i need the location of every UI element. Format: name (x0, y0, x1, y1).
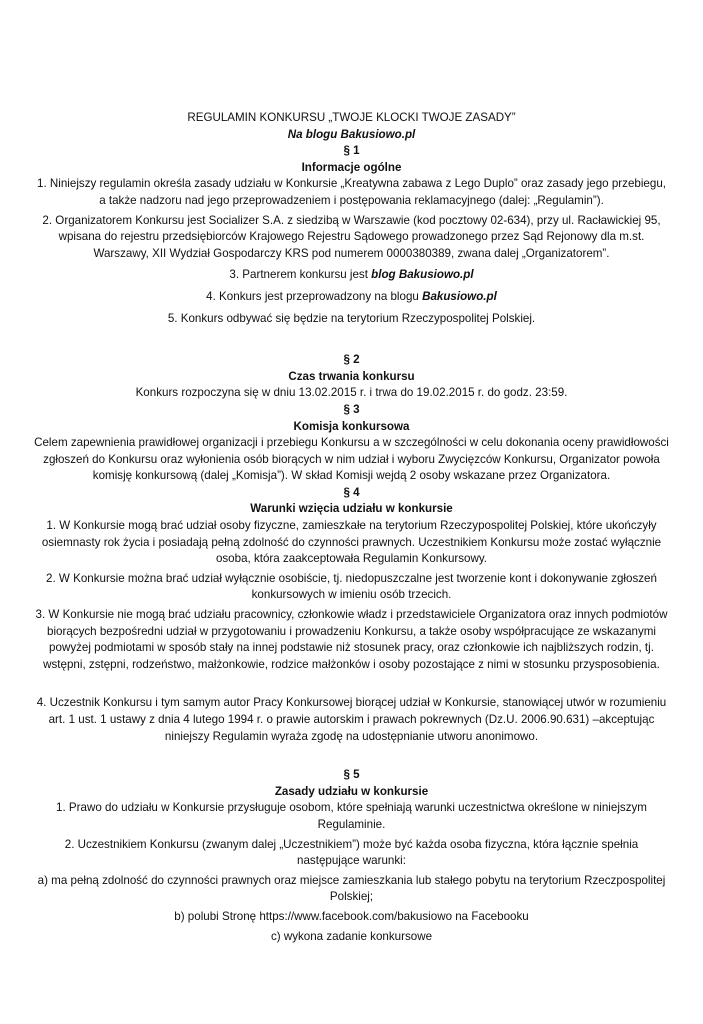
section-3-paragraph-1: Celem zapewnienia prawidłowej organizacji i przebiegu Konkursu a w szczególności w celu dokonania oceny prawidłowości zgłoszeń do Konkursu oraz wyłonienia osób biorących w nim udział i wyboru Zwycięzców Konkursu, Organizator powoła komisję konkursową (dalej „Komisja”). W skład Komisji wejdą 2 osoby wskazane przez Organizatora. (34, 436, 669, 483)
section-1-paragraph-3 (34, 267, 669, 284)
section-5-item-a: a) ma pełną zdolność do czynności prawnych oraz miejsce zamieszkania lub stałego pobytu na terytorium Rzeczpospolitej Polskiej; (37, 873, 666, 904)
section-3-heading: Komisja konkursowa (293, 419, 410, 433)
section-4-paragraph-2: 2. W Konkursie można brać udział wyłącznie osobiście, tj. niedopuszczalne jest tworzenie kont i dokonywanie zgłoszeń konkursowych w imieniu osób trzecich. (46, 571, 657, 602)
section-1-paragraph-3-text: 3. Partnerem konkursu jest (229, 268, 372, 282)
section-2-number: § 2 (343, 353, 360, 367)
section-5-number: § 5 (343, 768, 360, 782)
section-1-paragraph-4-text: 4. Konkurs jest przeprowadzony na blogu (206, 289, 423, 303)
section-2-paragraph-1: Konkurs rozpoczyna się w dniu 13.02.2015 r. i trwa do 19.02.2015 r. do godz. 23:59. (135, 386, 568, 400)
section-1-paragraph-2: 2. Organizatorem Konkursu jest Socializer S.A. z siedzibą w Warszawie (kod pocztowy 02-634), przy ul. Racławickiej 95, wpisana do rejestru przedsiębiorców Krajowego Rejestru Sądowego prowadzonego przez Sąd Rejonowy dla m.st. Warszawy, XII Wydział Gospodarczy KRS pod numerem 0000380389, zwana dalej „Organizatorem”. (42, 213, 661, 260)
section-1-number: § 1 (343, 144, 360, 158)
section-3-number: § 3 (343, 402, 360, 416)
section-4-number: § 4 (343, 485, 360, 499)
section-2-heading: Czas trwania konkursu (288, 369, 415, 383)
section-4-paragraph-3: 3. W Konkursie nie mogą brać udziału pracownicy, członkowie władz i przedstawiciele Organizatora oraz innych podmiotów biorących bezpośredni udział w przygotowaniu i prowadzeniu Konkursu, a także osoby współpracujące ze wskazanymi powyżej podmiotami w sposób stały na innej podstawie niż stosunek pracy, oraz członkowie ich najbliższych rodzin, tj. wstępni, zstępni, rodzeństwo, małżonkowie, rodzice małżonków i osoby pozostające z nimi w stosunku przysposobienia. (35, 608, 668, 671)
section-4-paragraph-4: 4. Uczestnik Konkursu i tym samym autor Pracy Konkursowej biorącej udział w Konkursie, stanowiącej utwór w rozumieniu art. 1 ust. 1 ustawy z dnia 4 lutego 1994 r. o prawie autorskim i prawach pokrewnych (Dz.U. 2006.90.631) –akceptując niniejszy Regulamin wyraża zgodę na udostępnianie utworu anonimowo. (36, 696, 667, 743)
document-subtitle: Na blogu Bakusiowo.pl (287, 127, 416, 141)
section-4-paragraph-1: 1. W Konkursie mogą brać udział osoby fizyczne, zamieszkałe na terytorium Rzeczypospolitej Polskiej, które ukończyły osiemnasty rok życia i posiadają pełną zdolność do czynności prawnych. Uczestnikiem Konkursu może zostać wyłącznie osoba, która zaakceptowała Regulamin Konkursowy. (41, 519, 662, 566)
section-5-item-c: c) wykona zadanie konkursowe (270, 929, 433, 943)
section-5-paragraph-2: 2. Uczestnikiem Konkursu (zwanym dalej „Uczestnikiem”) może być każda osoba fizyczna, która łącznie spełnia następujące warunki: (64, 837, 639, 868)
partner-blog-name: blog Bakusiowo.pl (371, 268, 474, 282)
section-1-paragraph-4 (34, 289, 669, 306)
document-title: REGULAMIN KONKURSU „TWOJE KLOCKI TWOJE ZASADY” (187, 111, 516, 124)
section-1-heading: Informacje ogólne (301, 160, 402, 174)
section-1-paragraph-1: 1. Niniejszy regulamin określa zasady udziału w Konkursie „Kreatywna zabawa z Lego Duplo” oraz zasady jego przebiegu, a także nadzoru nad jego przeprowadzeniem i postępowania reklamacyjnego (dalej: „Regulamin”). (37, 177, 666, 207)
section-4-heading: Warunki wzięcia udziału w konkursie (250, 502, 453, 516)
section-5-paragraph-1: 1. Prawo do udziału w Konkursie przysługuje osobom, które spełniają warunki uczestnictwa określone w niniejszym Regulaminie. (56, 801, 647, 831)
section-5-heading: Zasady udziału w konkursie (274, 784, 429, 798)
section-5-item-b: b) polubi Stronę https://www.facebook.com/bakusiowo na Facebooku (174, 909, 529, 923)
blog-name: Bakusiowo.pl (422, 289, 497, 303)
section-1-paragraph-5: 5. Konkurs odbywać się będzie na terytorium Rzeczypospolitej Polskiej. (167, 311, 536, 325)
